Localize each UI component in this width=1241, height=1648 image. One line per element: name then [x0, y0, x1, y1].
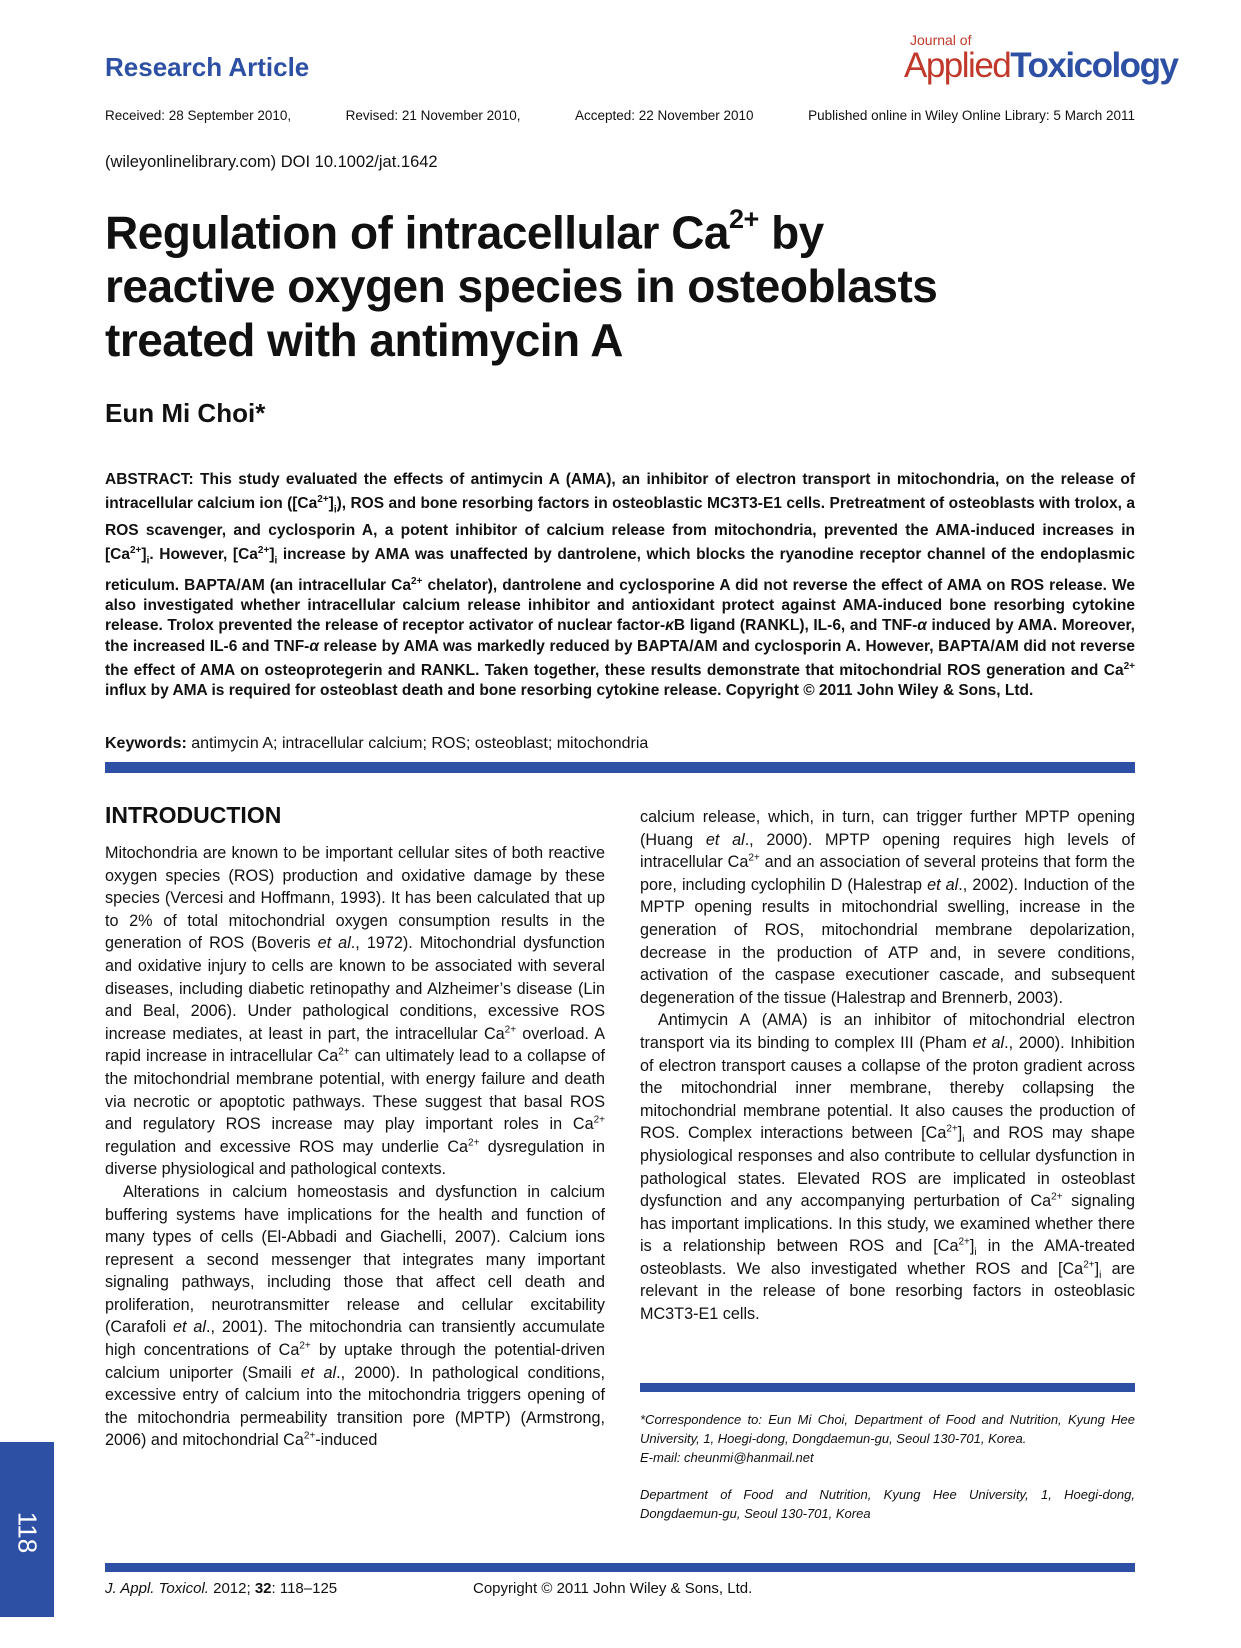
- intro-heading: INTRODUCTION: [105, 802, 282, 828]
- title-part: Regulation of intracellular Ca: [105, 206, 729, 259]
- doi-line: (wileyonlinelibrary.com) DOI 10.1002/jat.1642: [105, 153, 438, 171]
- correspondence-text: *Correspondence to: Eun Mi Choi, Department of Food and Nutrition, Kyung Hee University, 1, Hoegi-dong, Dongdaemun-gu, Seoul 130-701, Korea.: [640, 1412, 1135, 1446]
- section-label: Research Article: [105, 52, 310, 82]
- left-column: [105, 842, 605, 1452]
- paragraph: Mitochondria are known to be important cellular sites of both reactive oxygen species (ROS) production and oxidative damage by these species (Vercesi and Hoffmann, 1993). It has been calculated that up to 2% of total mitochondrial oxygen consumption results in the generation of ROS (Boveris et al., 1972). Mitochondrial dysfunction and oxidative injury to cells are known to be associated with several diseases, including diabetic retinopathy and Alzheimer’s disease (Lin and Beal, 2006). Under pathological conditions, excessive ROS increase mediates, at least in part, the intracellular $Ca^{2+}$ overload. A rapid increase in intracellular $Ca^{2+}$ can ultimately lead to a collapse of the mitochondrial membrane potential, with energy failure and death via necrotic or apoptotic pathways. These suggest that basal ROS and regulatory ROS increase may play important roles in $Ca^{2+}$ regulation and excessive ROS may underlie $Ca^{2+}$ dysregulation in diverse physiological and pathological contexts.: [105, 844, 605, 1179]
- date-revised: Revised: 21 November 2010,: [345, 108, 521, 123]
- paragraph: Alterations in calcium homeostasis and dysfunction in calcium buffering systems have implications for the health and function of many types of cells (El-Abbadi and Giachelli, 2007). Calcium ions represent a second messenger that integrates many important signaling pathways, including those that affect cell death and proliferation, neurotransmitter release and cellular excitability (Carafoli et al., 2001). The mitochondria can transiently accumulate high concentrations of $Ca^{2+}$ by uptake through the potential-driven calcium uniporter (Smaili et al., 2000). In pathological conditions, excessive entry of calcium into the mitochondria triggers opening of the mitochondria permeability transition pore (MPTP) (Armstrong, 2006) and mitochondrial $Ca^{2+}$-induced: [105, 1182, 605, 1450]
- abstract: ABSTRACT: This study evaluated the effects of antimycin A (AMA), an inhibitor of electron transport in mitochondria, on the release of intracellular calcium ion $([Ca^{2+}]_i)$, ROS and bone resorbing factors in osteoblastic MC3T3-E1 cells. Pretreatment of osteoblasts with trolox, a ROS scavenger, and cyclosporin A, a potent inhibitor of calcium release from mitochondria, prevented the AMA-induced increases in $[Ca^{2+}]_i$. However, $[Ca^{2+}]_i$ increase by AMA was unaffected by dantrolene, which blocks the ryanodine receptor channel of the endoplasmic reticulum. BAPTA/AM (an intracellular $Ca^{2+}$ chelator), dantrolene and cyclosporine A did not reverse the effect of AMA on ROS release. We also investigated whether intracellular calcium release inhibitor and antioxidant protect against AMA-induced bone resorbing cytokine release. Trolox prevented the release of receptor activator of nuclear factor-κB ligand (RANKL), IL-6, and TNF-α induced by AMA. Moreover, the increased IL-6 and TNF-α release by AMA was markedly reduced by BAPTA/AM and cyclosporin A. However, BAPTA/AM did not reverse the effect of AMA on osteoprotegerin and RANKL. Taken together, these results demonstrate that mitochondrial ROS generation and $Ca^{2+}$ influx by AMA is required for osteoblast death and bone resorbing cytokine release. Copyright © 2011 John Wiley & Sons, Ltd.: [105, 471, 1135, 700]
- article-title: [105, 196, 1135, 367]
- journal-logo: [898, 30, 1178, 90]
- journal-logo-name: [904, 46, 1177, 86]
- keywords-label: Keywords:: [105, 735, 187, 752]
- footnote-divider: [640, 1383, 1135, 1392]
- page-number-tab: [0, 1442, 54, 1617]
- author-name: Eun Mi Choi*: [105, 398, 266, 428]
- page-number: 118: [12, 1511, 43, 1554]
- title-superscript: 2+: [729, 204, 759, 234]
- correspondence-email: E-mail: cheunmi@hanmail.net: [640, 1450, 814, 1465]
- title-line: reactive oxygen species in osteoblasts: [105, 260, 938, 313]
- footer-divider: [105, 1563, 1135, 1572]
- date-accepted: Accepted: 22 November 2010: [574, 108, 754, 123]
- journal-logo-applied: Applied: [904, 46, 1011, 85]
- title-part: by: [758, 206, 824, 259]
- affiliation-note: Department of Food and Nutrition, Kyung Hee University, 1, Hoegi-dong, Dongdaemun-gu, Seoul 130-701, Korea: [640, 1487, 1135, 1521]
- journal-logo-toxicology: Toxicology: [1010, 46, 1178, 85]
- title-line: treated with antimycin A: [105, 314, 623, 367]
- footer-copyright: Copyright © 2011 John Wiley & Sons, Ltd.: [473, 1580, 753, 1597]
- keywords: [105, 735, 648, 753]
- paragraph: Antimycin A (AMA) is an inhibitor of mitochondrial electron transport via its binding to complex III (Pham et al., 2000). Inhibition of electron transport causes a collapse of the proton gradient across the mitochondrial inner membrane, thereby collapsing the mitochondrial membrane potential. It also causes the production of ROS. Complex interactions between $[Ca^{2+}]_i$ and ROS may shape physiological responses and also contribute to cellular dysfunction in pathological states. Elevated ROS are implicated in osteoblast dysfunction and any accompanying perturbation of $Ca^{2+}$ signaling has important implications. In this study, we examined whether there is a relationship between ROS and $[Ca^{2+}]_i$ in the AMA-treated osteoblasts. We also investigated whether ROS and $[Ca^{2+}]_i$ are relevant in the release of bone resorbing factors in osteoblasic MC3T3-E1 cells.: [640, 1011, 1136, 1324]
- right-column: [640, 806, 1135, 1326]
- date-received: Received: 28 September 2010,: [105, 108, 292, 123]
- section-divider: [105, 762, 1135, 773]
- paragraph: calcium release, which, in turn, can trigger further MPTP opening (Huang et al., 2000). MPTP opening requires high levels of intracellular $Ca^{2+}$ and an association of several proteins that form the pore, including cyclophilin D (Halestrap et al., 2002). Induction of the MPTP opening results in mitochondrial swelling, increase in the generation of ROS, mitochondrial membrane depolarization, decrease in the production of ATP and, in severe conditions, activation of the caspase executioner cascade, and subsequent degeneration of the tissue (Halestrap and Brennerb, 2003).: [640, 808, 1136, 1007]
- footer-citation: J. Appl. Toxicol. 2012; 32: 118–125: [105, 1580, 338, 1597]
- date-published: Published online in Wiley Online Library: 5 March 2011: [808, 108, 1135, 123]
- journal-logo-of: Journal of: [910, 32, 972, 48]
- correspondence-note: [640, 1410, 1135, 1467]
- keywords-text: antimycin A; intracellular calcium; ROS; osteoblast; mitochondria: [186, 735, 649, 752]
- article-dates: [105, 108, 1135, 123]
